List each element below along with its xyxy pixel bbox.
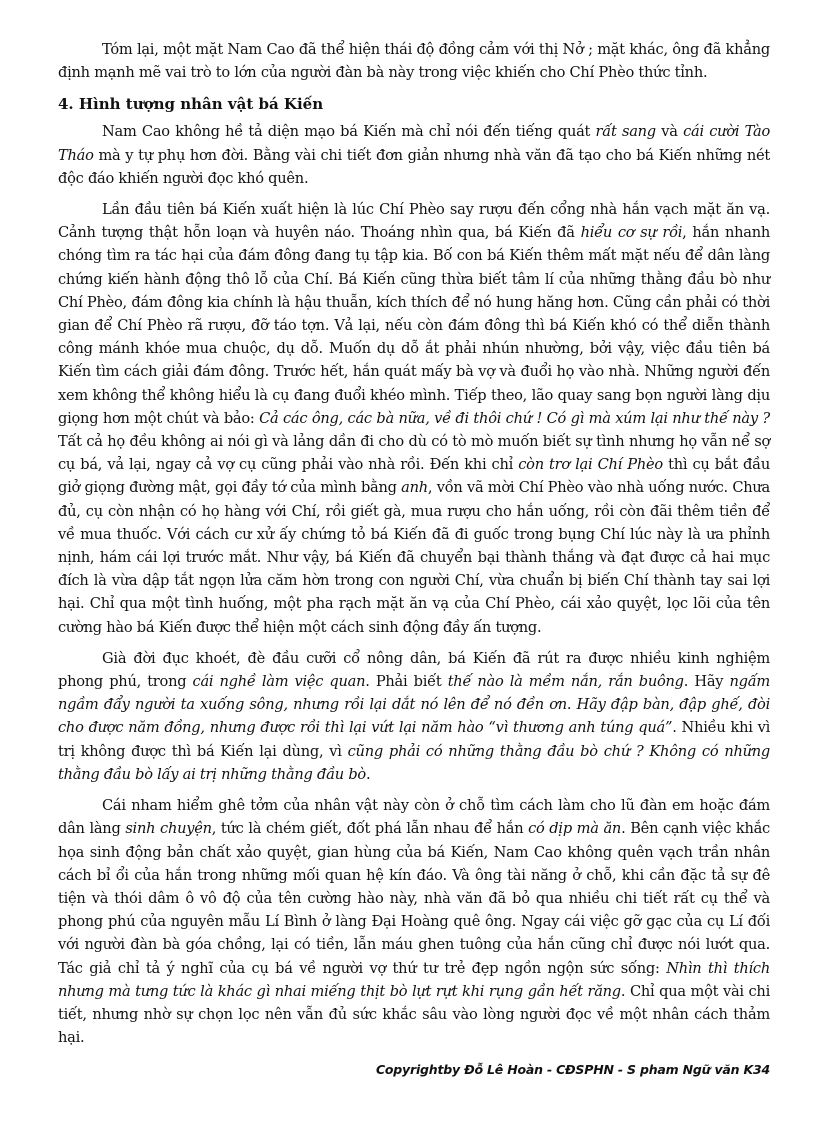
document-page — [58, 38, 770, 1057]
page-footer-copyright: Copyrightby Đỗ Lê Hoàn - CĐSPHN - S pham Ngữ văn K34 — [375, 1062, 770, 1077]
paragraph-2: Lần đầu tiên bá Kiến xuất hiện là lúc Chí Phèo say rượu đến cổng nhà hắn vạch mặt ăn vạ. Cảnh tượng thật hỗn loạn và huyên náo. Thoáng nhìn qua, bá Kiến đã hiểu cơ sự rồi, hắn nhanh chóng tìm ra tác hại của đám đông đang tụ tập kia. Bố con bá Kiến thêm mất mặt nếu để dân làng chứng kiến hành động thô lỗ của Chí. Bá Kiến cũng thừa biết tâm lí của những thằng đầu bò như Chí Phèo, đám đông kia chính là hậu thuẫn, kích thích để nó hung hăng hơn. Cũng cần phải có thời gian để Chí Phèo rã rượu, đỡ táo tợn. Vả lại, nếu còn đám đông thì bá Kiến khó có thể diễn thành công mánh khóe mua chuộc, dụ dỗ. Muốn dụ dỗ ắt phải nhún nhường, bởi vậy, việc đầu tiên bá Kiến tìm cách giải đám đông. Trước hết, hắn quát mấy bà vợ và đuổi họ vào nhà. Những người đến xem không thể không hiểu là cụ đang đuổi khéo mình. Tiếp theo, lão quay sang bọn người làng dịu giọng hơn một chút và bảo: Cả các ông, các bà nữa, về đi thôi chứ ! Có gì mà xúm lại như thế này ? Tất cả họ đều không ai nói gì và lảng dần đi cho dù có tò mò muốn biết sự tình nhưng họ vẫn nể sợ cụ bá, vả lại, ngay cả vợ cụ cũng phải vào nhà rồi. Đến khi chỉ còn trơ lại Chí Phèo thì cụ bắt đầu giở giọng đường mật, gọi đầy tớ của mình bằng anh, vồn vã mời Chí Phèo vào nhà uống nước. Chưa đủ, cụ còn nhận có họ hàng với Chí, rồi giết gà, mua rượu cho hắn uống, rồi còn đãi thêm tiền để về mua thuốc. Với cách cư xử ấy chứng tỏ bá Kiến đã đi guốc trong bụng Chí lúc này là ưa phỉnh nịnh, hám cái lợi trước mắt. Như vậy, bá Kiến đã chuyển bại thành thắng và đạt được cả hai mục đích là vừa dập tắt ngọn lửa căm hờn trong con người Chí, vừa chuẩn bị biến Chí thành tay sai lợi hại. Chỉ qua một tình huống, một pha rạch mặt ăn vạ của Chí Phèo, cái xảo quyệt, lọc lõi của tên cường hào bá Kiến được thể hiện một cách sinh động đầy ấn tượng. — [58, 201, 771, 636]
paragraph-3: Già đời đục khoét, đè đầu cưỡi cổ nông dân, bá Kiến đã rút ra được nhiều kinh nghiệm phong phú, trong cái nghề làm việc quan. Phải biết thế nào là mềm nắn, rắn buông. Hãy ngấm ngầm đẩy người ta xuống sông, nhưng rồi lại dắt nó lên để nó đền ơn. Hãy đập bàn, đập ghế, đòi cho được năm đồng, nhưng được rồi thì lại vứt lại năm hào “vì thương anh túng quá”. Nhiều khi vì trị không được thì bá Kiến lại dùng, vì cũng phải có những thằng đầu bò chứ ? Không có những thằng đầu bò lấy ai trị những thằng đầu bò. — [58, 649, 771, 783]
section-heading: 4. Hình tượng nhân vật bá Kiến — [58, 95, 324, 114]
paragraph-4: Cái nham hiểm ghê tởm của nhân vật này còn ở chỗ tìm cách làm cho lũ đàn em hoặc đám dân làng sinh chuyện, tức là chém giết, đốt phá lẫn nhau để hắn có dịp mà ăn. Bên cạnh việc khắc họa sinh động bản chất xảo quyệt, gian hùng của bá Kiến, Nam Cao không quên vạch trần nhân cách bỉ ổi của hắn trong những mối quan hệ kín đáo. Và ông tài năng ở chỗ, khi cần đặc tả sự đê tiện và thói dâm ô vô độ của tên cường hào này, nhà văn đã bỏ qua nhiều chi tiết rất cụ thể và phong phú của nguyên mẫu Lí Bình ở làng Đại Hoàng quê ông. Ngay cái việc gỡ gạc của cụ Lí đối với người đàn bà góa chồng, lại có tiền, lẫn máu ghen tuông của hắn cũng chỉ được nói lướt qua. Tác giả chỉ tả ý nghĩ của cụ bá về người vợ thứ tư trẻ đẹp ngồn ngộn sức sống: Nhìn thì thích nhưng mà tưng tức là khác gì nhai miếng thịt bò lựt rựt khi rụng gần hết răng. Chỉ qua một vài chi tiết, nhưng nhờ sự chọn lọc nên vẫn đủ sức khắc sâu vào lòng người đọc về một nhân cách thảm hại. — [58, 797, 770, 1047]
paragraph-intro: Tóm lại, một mặt Nam Cao đã thể hiện thái độ đồng cảm với thị Nở ; mặt khác, ông đã khẳng định mạnh mẽ vai trò to lớn của người đàn bà này trong việc khiến cho Chí Phèo thức tỉnh. — [58, 41, 770, 82]
paragraph-1: Nam Cao không hề tả diện mạo bá Kiến mà chỉ nói đến tiếng quát rất sang và cái cười Tào Tháo mà y tự phụ hơn đời. Bằng vài chi tiết đơn giản nhưng nhà văn đã tạo cho bá Kiến những nét độc đáo khiến người đọc khó quên. — [58, 123, 770, 187]
